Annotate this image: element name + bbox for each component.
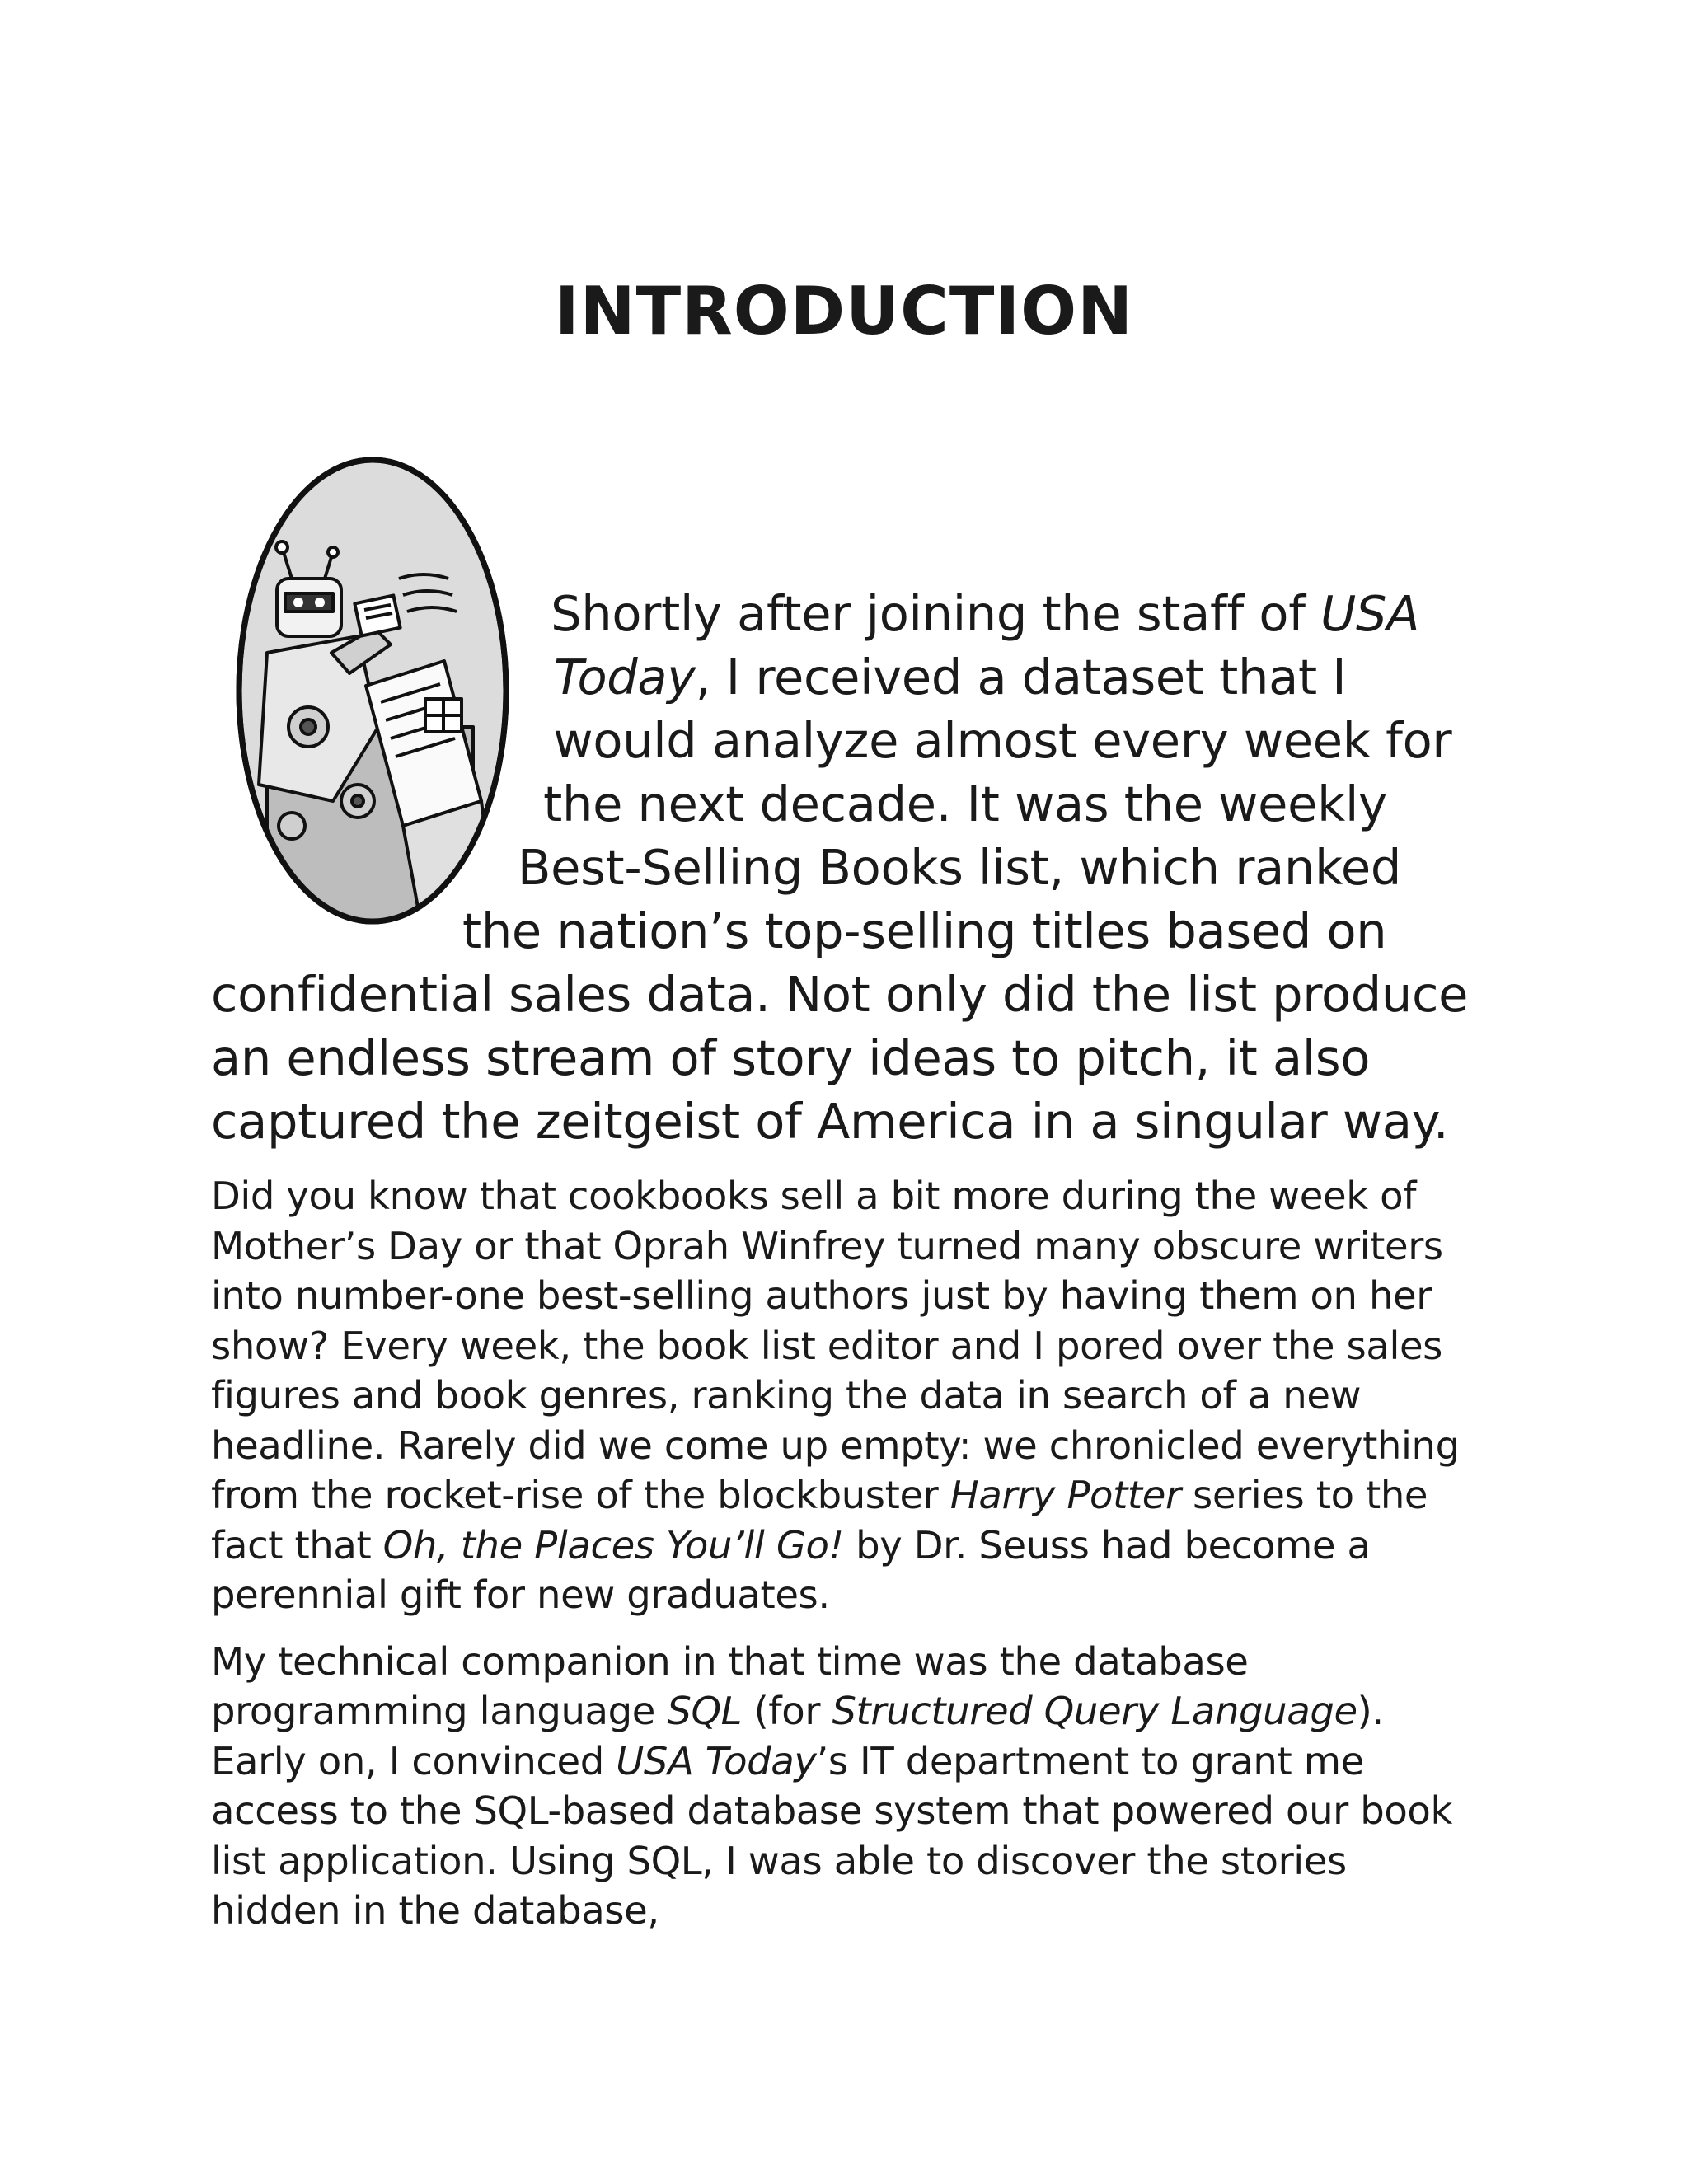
body-paragraph-3 [211, 1637, 1480, 1936]
term-sql: SQL [667, 1689, 743, 1733]
chapter-body [211, 455, 1480, 1936]
lead-text-2: , I received a dataset that I would analyze almost every week for the next decade. It was the weekly Best-Selling Books list, which ranked the nation’s top-selling titles based on confidential sales data. Not only did the list produce an endless stream of story ideas to pitch, it also captured the zeitgeist of America in a singular way. [211, 649, 1469, 1150]
book-title-harry-potter: Harry Potter [950, 1473, 1181, 1517]
publication-name-2: USA Today [616, 1738, 817, 1783]
publication-name: USA Today [554, 585, 1420, 705]
para2-text-1: Did you know that cookbooks sell a bit more during the week of Mother’s Day or that Oprah Winfrey turned many obscure writers into number-one best-selling authors just by having them on her show? Every week, the book list editor and I pored over the sales figures and book genres, ranking the data in search of a new headline. Rarely did we come up empty: we chronicled everything from the rocket-rise of the blockbuster [211, 1174, 1460, 1517]
robot-book-icon [234, 455, 511, 926]
term-structured-query-language: Structured Query Language [832, 1689, 1357, 1733]
page-title: INTRODUCTION [554, 273, 1134, 349]
para3-text-3: ). Early on, I convinced [211, 1689, 1384, 1783]
para3-text-2: (for [742, 1689, 832, 1733]
robot-reading-book-illustration [234, 455, 511, 926]
para2-text-2: series to the fact that [211, 1473, 1428, 1568]
lead-text-1: Shortly after joining the staff of [551, 585, 1321, 642]
book-title-oh-the-places: Oh, the Places You’ll Go! [382, 1522, 844, 1568]
body-paragraph-2 [211, 1171, 1480, 1620]
para2-text-3: by Dr. Seuss had become a perennial gift for new graduates. [211, 1522, 1371, 1617]
para3-text-4: ’s IT department to grant me access to the SQL-based database system that powered our book list application. Using SQL, I was able to discover the stories hidden in the database, [211, 1738, 1452, 1933]
para3-text-1: My technical companion in that time was the database programming language [211, 1638, 1249, 1733]
